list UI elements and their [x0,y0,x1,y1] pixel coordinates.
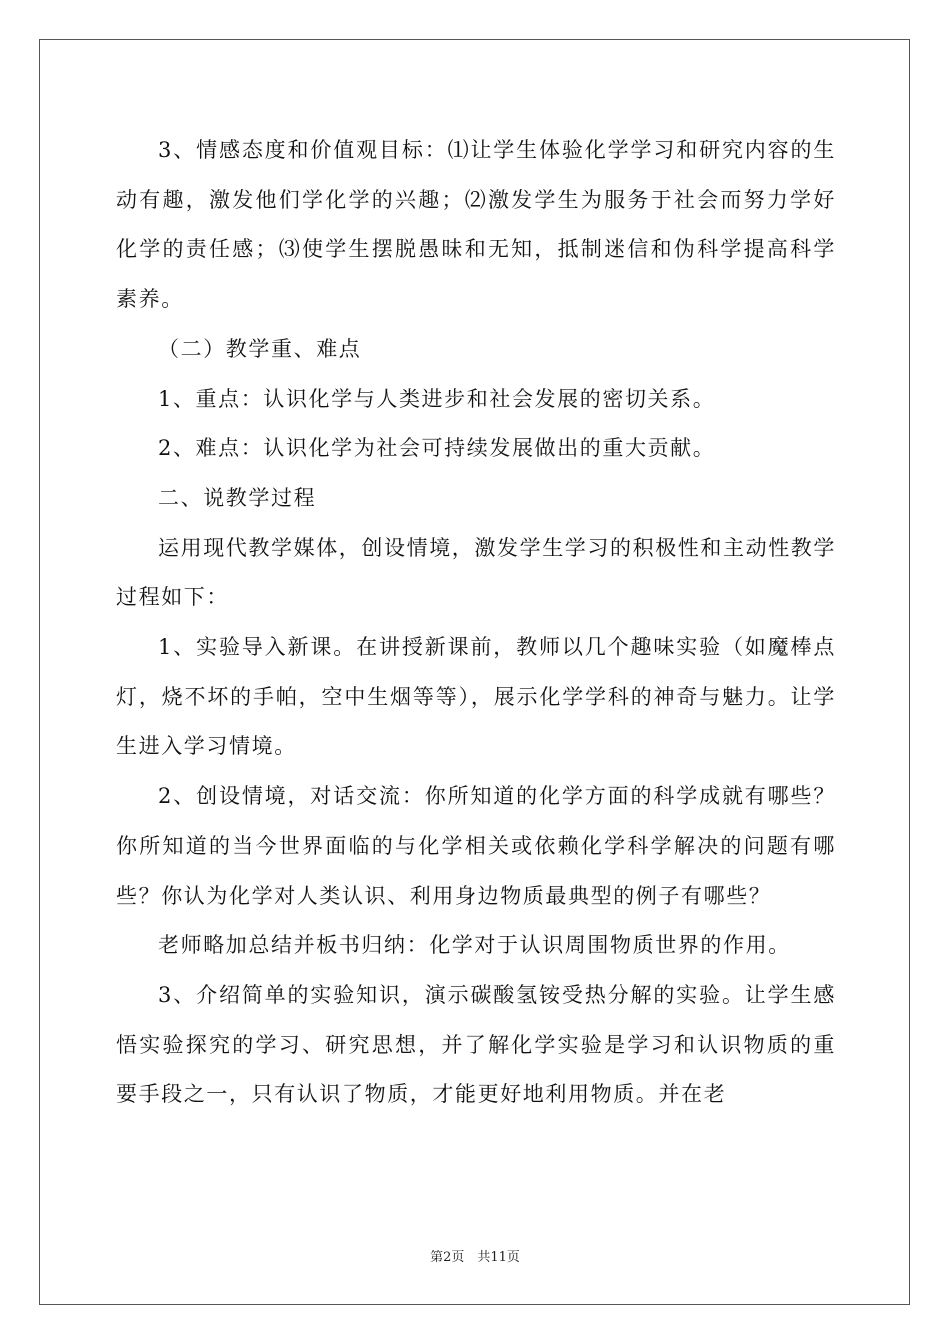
paragraph-step-2: 2、创设情境，对话交流：你所知道的化学方面的科学成就有哪些？你所知道的当今世界面临的与化学相关或依赖化学科学解决的问题有哪些？你认为化学对人类认识、利用身边物质最典型的例子有哪些？ [116,784,836,908]
paragraph-difficult-point: 2、难点：认识化学为社会可持续发展做出的重大贡献。 [158,436,716,461]
section-heading-key-points: （二）教学重、难点 [158,336,362,361]
paragraph-teacher-summary: 老师略加总结并板书归纳：化学对于认识周围物质世界的作用。 [158,933,791,958]
paragraph-step-1: 1、实验导入新课。在讲授新课前，教师以几个趣味实验（如魔棒点灯，烧不坏的手帕，空中生烟等等），展示化学学科的神奇与魅力。让学生进入学习情境。 [116,635,836,759]
paragraph-key-point: 1、重点：认识化学与人类进步和社会发展的密切关系。 [158,386,716,411]
page-number-footer: 第2页 共11页 [430,1250,520,1265]
paragraph-process-intro: 运用现代教学媒体，创设情境，激发学生学习的积极性和主动性教学过程如下： [116,535,836,610]
document-body [116,126,836,1120]
paragraph-step-3: 3、介绍简单的实验知识，演示碳酸氢铵受热分解的实验。让学生感悟实验探究的学习、研究思想，并了解化学实验是学习和认识物质的重要手段之一，只有认识了物质，才能更好地利用物质。并在老 [116,982,836,1107]
section-heading-teaching-process: 二、说教学过程 [158,485,317,510]
paragraph-goal-3: 3、情感态度和价值观目标：⑴让学生体验化学学习和研究内容的生动有趣，激发他们学化学的兴趣；⑵激发学生为服务于社会而努力学好化学的责任感；⑶使学生摆脱愚昧和无知，抵制迷信和伪科学提高科学素养。 [116,138,836,312]
